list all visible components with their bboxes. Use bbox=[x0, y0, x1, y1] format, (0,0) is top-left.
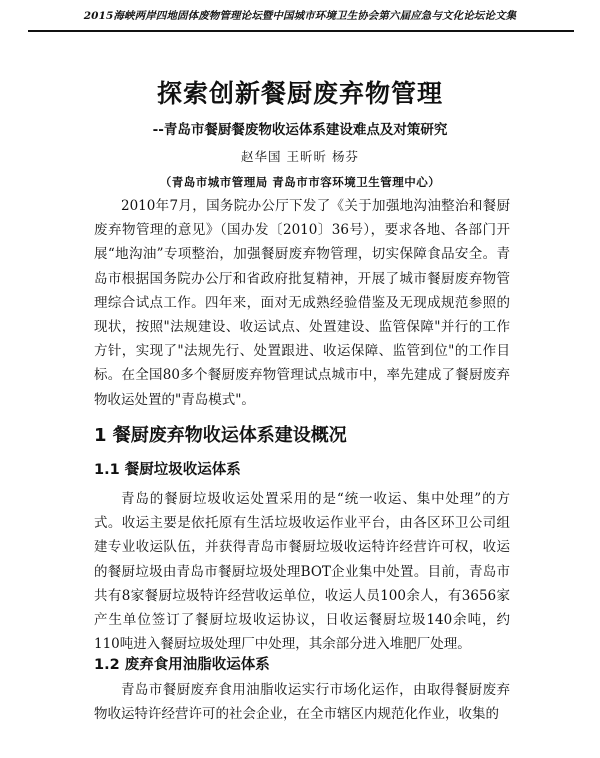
header-rule bbox=[28, 30, 574, 32]
section-1-1-paragraph: 青岛的餐厨垃圾收运处置采用的是“统一收运、集中处理”的方式。收运主要是依托原有生活垃圾收运作业平台，由各区环卫公司组建专业收运队伍，并获得青岛市餐厨垃圾收运特许经营许可权，收运的餐厨垃圾由青岛市餐厨垃圾处理BOT企业集中处置。目前，青岛市共有8家餐厨垃圾特许经营收运单位，收运人员100余人，有3656家产生单位签订了餐厨垃圾收运协议，日收运餐厨垃圾140余吨，约110吨进入餐厨垃圾处理厂中处理，其余部分进入堆肥厂处理。 bbox=[94, 491, 510, 653]
running-head: 2015海峡两岸四地固体废物管理论坛暨中国城市环境卫生协会第六届应急与文化论坛论文集 bbox=[83, 10, 517, 22]
intro-paragraph: 2010年7月，国务院办公厅下发了《关于加强地沟油整治和餐厨废弃物管理的意见》（国办发〔2010〕36号），要求各地、各部门开展“地沟油”专项整治，加强餐厨废弃物管理，切实保障食品安全。青岛市根据国务院办公厅和省政府批复精神，开展了城市餐厨废弃物管理综合试点工作。四年来，面对无成熟经验借鉴及无现成规范参照的现状，按照"法规建设、收运试点、处置建设、监管保障"并行的工作方针，实现了"法规先行、处置跟进、收运保障、监管到位"的工作目标。在全国80多个餐厨废弃物管理试点城市中，率先建成了餐厨废弃物收运处置的"青岛模式"。 bbox=[94, 198, 510, 408]
section-1-heading: 1 餐厨废弃物收运体系建设概况 bbox=[94, 425, 347, 446]
section-1-1-heading: 1.1 餐厨垃圾收运体系 bbox=[94, 462, 241, 478]
article-subtitle: --青岛市餐厨餐废物收运体系建设难点及对策研究 bbox=[152, 122, 448, 138]
article-title: 探索创新餐厨废弃物管理 bbox=[156, 79, 443, 108]
article-affiliation: （青岛市城市管理局 青岛市市容环境卫生管理中心） bbox=[159, 175, 441, 189]
section-1-2-heading: 1.2 废弃食用油脂收运体系 bbox=[94, 657, 270, 673]
article-authors: 赵华国 王昕昕 杨芬 bbox=[241, 149, 359, 164]
section-1-2-paragraph: 青岛市餐厨废弃食用油脂收运实行市场化运作，由取得餐厨废弃物收运特许经营许可的社会企业，在全市辖区内规范化作业，收集的 bbox=[94, 682, 510, 723]
